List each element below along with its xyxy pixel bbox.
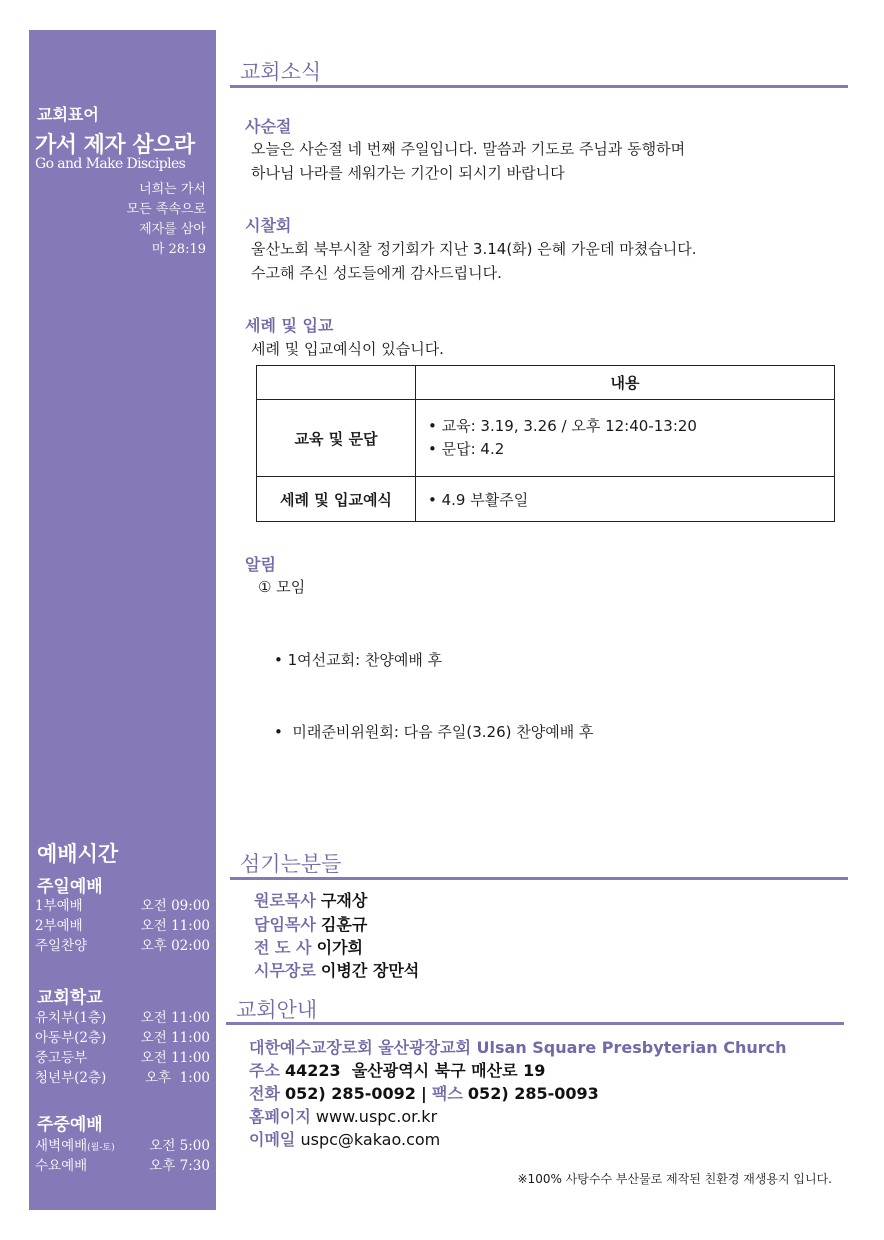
- notice-item: ① 모임: [258, 578, 306, 596]
- notice-bullets: [274, 600, 593, 768]
- table-header-cell: 내용: [416, 366, 835, 400]
- servant-row: 시무장로 이병간 장만석: [254, 961, 420, 980]
- baptism-intro: 세례 및 입교예식이 있습니다.: [251, 340, 444, 358]
- homepage-line: 홈페이지 www.uspc.or.kr: [249, 1107, 438, 1126]
- sidebar: [29, 30, 216, 1210]
- schedule-row: 청년부(2층) 오후 1:00: [35, 1070, 210, 1086]
- email-line: 이메일 uspc@kakao.com: [249, 1130, 441, 1149]
- schedule-row: 수요예배 오후 7:30: [35, 1158, 210, 1174]
- schedule-row: 새벽예배(월-토) 오전 5:00: [35, 1138, 210, 1154]
- servant-row: 원로목사 구재상: [254, 891, 368, 910]
- homepage-link[interactable]: www.uspc.or.kr: [315, 1107, 438, 1126]
- email-link[interactable]: uspc@kakao.com: [300, 1130, 441, 1149]
- table-cell: • 교육: 3.19, 3.26 / 오후 12:40-13:20 • 문답: 4.2: [416, 400, 835, 477]
- schedule-row: 아동부(2층) 오전 11:00: [35, 1030, 210, 1046]
- section-divider: [230, 85, 848, 88]
- table-row-label: 세례 및 입교예식: [257, 477, 416, 522]
- table-header-row: [257, 366, 835, 400]
- section-divider: [226, 1022, 844, 1025]
- footer-note: ※100% 사탕수수 부산물로 제작된 친환경 재생용지 입니다.: [517, 1172, 832, 1186]
- lent-text: 오늘은 사순절 네 번째 주일입니다. 말씀과 기도로 주님과 동행하며 하나님 나라를 세워가는 기간이 되시기 바랍니다: [251, 140, 686, 182]
- church-name: 대한예수교장로회 울산광장교회 Ulsan Square Presbyterian Church: [249, 1038, 787, 1057]
- motto-label: 교회표어: [37, 105, 99, 124]
- info-section-title: 교회안내: [236, 998, 318, 1022]
- notice-bullet: • 미래준비위원회: 다음 주일(3.26) 찬양예배 후: [274, 723, 594, 741]
- baptism-table: [256, 365, 835, 522]
- verse-reference: 마 28:19: [151, 242, 206, 257]
- schedule-row: 2부예배 오전 11:00: [35, 918, 210, 934]
- phone-line: 전화 052) 285-0092 | 팩스 052) 285-0093: [249, 1084, 599, 1103]
- visit-text: 울산노회 북부시찰 정기회가 지난 3.14(화) 은혜 가운데 마쳤습니다. 수고해 주신 성도들에게 감사드립니다.: [251, 240, 697, 282]
- worship-time-title: 예배시간: [37, 842, 119, 866]
- verse-line: 너희는 가서: [139, 182, 206, 197]
- verse-line: 제자를 삼아: [139, 222, 206, 237]
- notice-title: 알림: [245, 555, 276, 574]
- sunday-worship-title: 주일예배: [37, 877, 103, 897]
- visit-title: 시찰회: [245, 216, 292, 235]
- verse-line: 모든 족속으로: [126, 202, 206, 217]
- weekday-worship-title: 주중예배: [37, 1115, 103, 1135]
- section-divider: [230, 877, 848, 880]
- table-header-cell: [257, 366, 416, 400]
- motto-verse: [127, 180, 206, 260]
- motto-english: Go and Make Disciples: [35, 156, 186, 172]
- servants-section-title: 섬기는분들: [240, 852, 342, 876]
- lent-title: 사순절: [245, 117, 292, 136]
- servant-row: 전 도 사 이가희: [254, 938, 363, 957]
- table-row: [257, 400, 835, 477]
- servant-row: 담임목사 김훈규: [254, 915, 368, 934]
- news-section-title: 교회소식: [240, 60, 322, 84]
- schedule-row: 유치부(1층) 오전 11:00: [35, 1010, 210, 1026]
- notice-bullet: • 1여선교회: 찬양예배 후: [274, 651, 443, 669]
- schedule-row: 주일찬양 오후 02:00: [35, 938, 210, 954]
- table-row-label: 교육 및 문답: [257, 400, 416, 477]
- church-school-title: 교회학교: [37, 988, 103, 1008]
- table-cell: • 4.9 부활주일: [416, 477, 835, 522]
- schedule-row: 중고등부 오전 11:00: [35, 1050, 210, 1066]
- address-line: 주소 44223 울산광역시 북구 매산로 19: [249, 1061, 546, 1080]
- schedule-row: 1부예배 오전 09:00: [35, 898, 210, 914]
- baptism-title: 세례 및 입교: [245, 316, 334, 335]
- motto-title: 가서 제자 삼으라: [35, 133, 195, 158]
- table-row: [257, 477, 835, 522]
